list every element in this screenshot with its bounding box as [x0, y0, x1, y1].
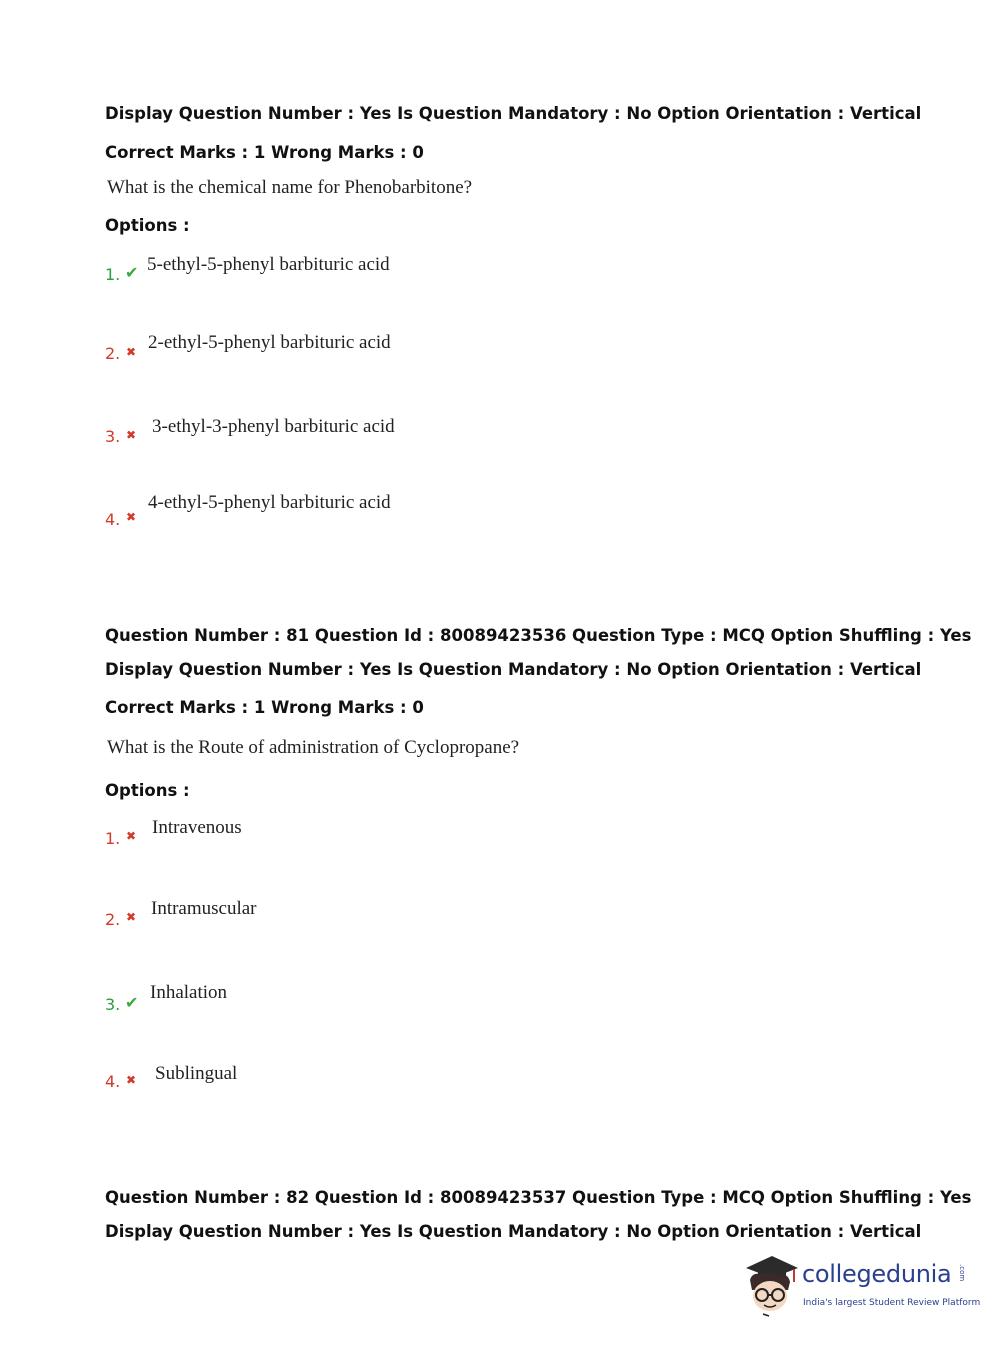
option-number: 3. [105, 995, 121, 1014]
options-label: Options : [105, 216, 190, 235]
cross-icon: ✖ [126, 510, 137, 524]
cross-icon: ✖ [126, 428, 137, 442]
display-settings-line: Display Question Number : Yes Is Question Mandatory : No Option Orientation : Vertical [105, 660, 922, 679]
option-text: 4-ethyl-5-phenyl barbituric acid [148, 492, 391, 513]
option-number: 1. [105, 829, 121, 848]
option-number: 3. [105, 427, 121, 446]
cross-icon: ✖ [126, 1073, 137, 1087]
display-settings-line: Display Question Number : Yes Is Question Mandatory : No Option Orientation : Vertical [105, 1222, 922, 1241]
cross-icon: ✖ [126, 829, 137, 843]
option-number: 1. [105, 265, 121, 284]
cross-icon: ✖ [126, 910, 137, 924]
options-label: Options : [105, 781, 190, 800]
marks-line: Correct Marks : 1 Wrong Marks : 0 [105, 698, 424, 717]
brand-tagline: India's largest Student Review Platform [803, 1298, 981, 1308]
option-text: Intramuscular [151, 898, 257, 919]
option-text: 3-ethyl-3-phenyl barbituric acid [152, 416, 395, 437]
brand-dot-com: .com [958, 1264, 966, 1282]
question-header-line: Question Number : 81 Question Id : 80089423536 Question Type : MCQ Option Shuffling : Yes [105, 626, 972, 645]
cross-icon: ✖ [126, 345, 137, 359]
option-text: Inhalation [150, 982, 228, 1003]
question-text: What is the chemical name for Phenobarbitone? [107, 177, 473, 198]
check-icon: ✔ [125, 993, 139, 1012]
display-settings-line: Display Question Number : Yes Is Question Mandatory : No Option Orientation : Vertical [105, 104, 922, 123]
brand-name: collegedunia [802, 1260, 952, 1288]
option-text: 2-ethyl-5-phenyl barbituric acid [148, 332, 391, 353]
mascot-icon [742, 1250, 800, 1318]
marks-line: Correct Marks : 1 Wrong Marks : 0 [105, 143, 424, 162]
option-number: 4. [105, 510, 121, 529]
option-number: 2. [105, 910, 121, 929]
option-number: 2. [105, 344, 121, 363]
option-text: Intravenous [152, 817, 242, 838]
option-number: 4. [105, 1072, 121, 1091]
brand-watermark [742, 1250, 981, 1320]
option-text: Sublingual [155, 1063, 238, 1084]
question-text: What is the Route of administration of Cyclopropane? [107, 737, 520, 758]
check-icon: ✔ [125, 263, 139, 282]
option-text: 5-ethyl-5-phenyl barbituric acid [147, 254, 390, 275]
question-header-line: Question Number : 82 Question Id : 80089423537 Question Type : MCQ Option Shuffling : Yes [105, 1188, 972, 1207]
